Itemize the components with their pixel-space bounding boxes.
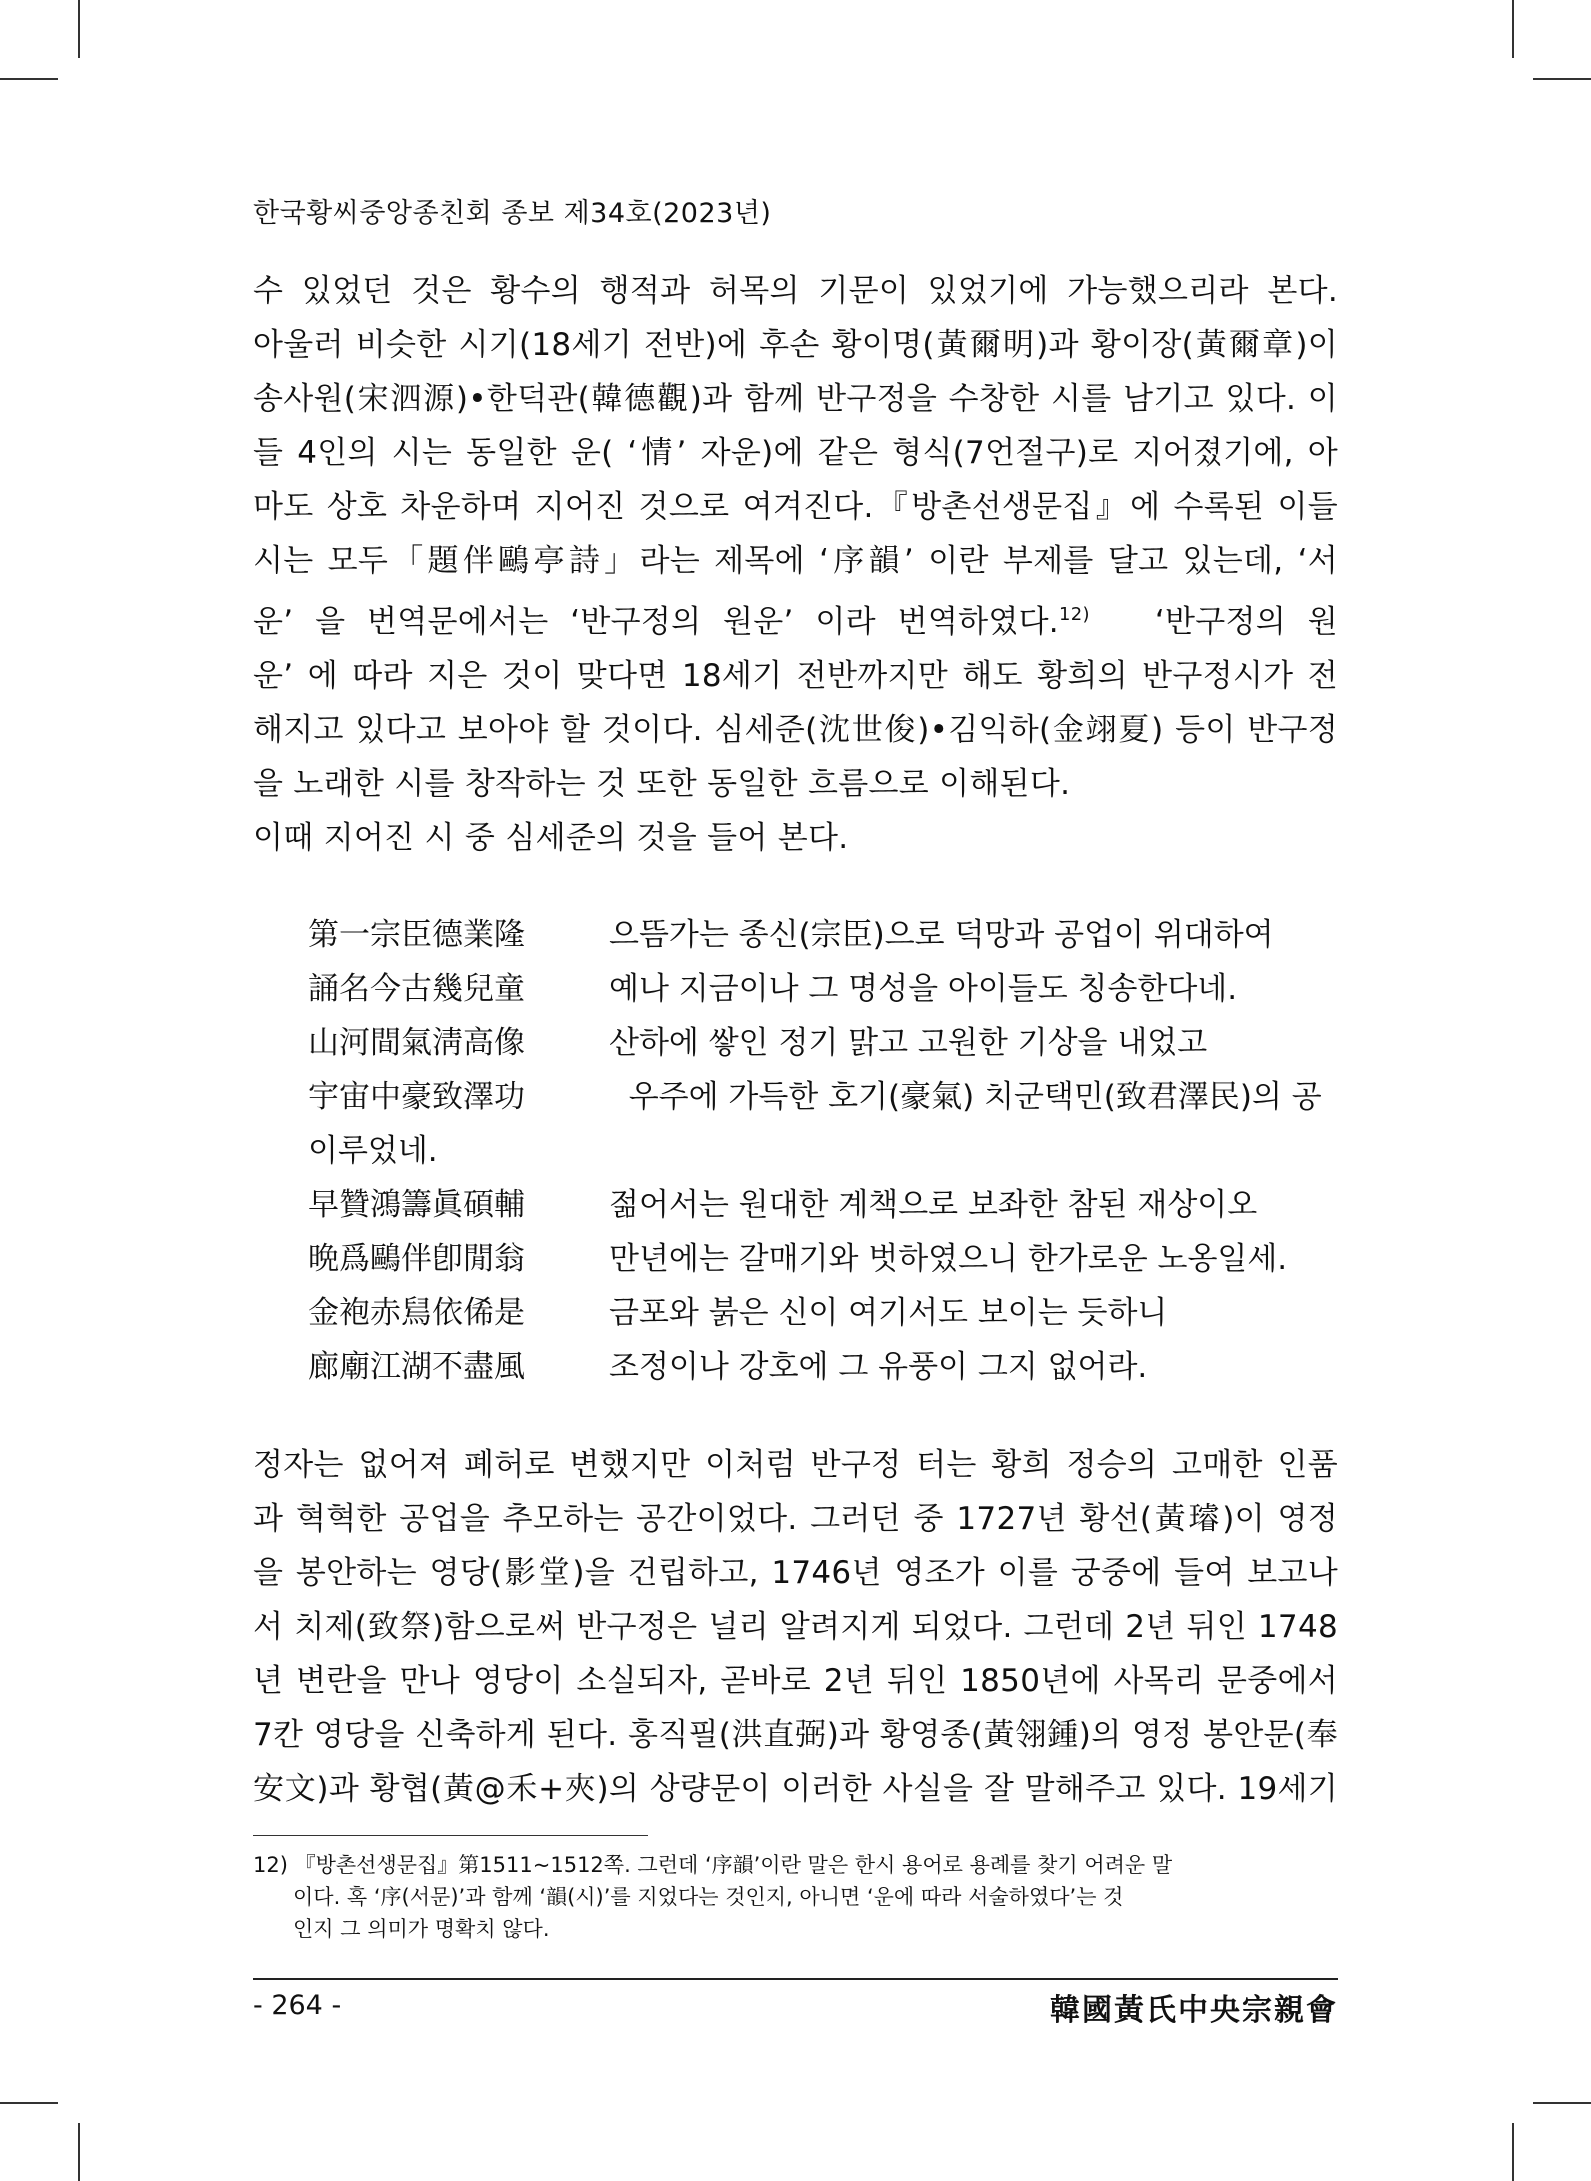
poem-korean: 으뜸가는 종신(宗臣)으로 덕망과 공업이 위대하여 <box>609 917 1274 953</box>
body-line: 마도 상호 차운하며 지어진 것으로 여겨진다.『방촌선생문집』에 수록된 이들 <box>253 489 1338 525</box>
crop-mark <box>78 2123 80 2181</box>
body-line-with-footnote <box>253 588 1338 649</box>
body-line: 을 노래한 시를 창작하는 것 또한 동일한 흐름으로 이해된다. <box>253 766 1071 802</box>
body-line: 해지고 있다고 보아야 할 것이다. 심세준(沈世俊)•김익하(金翊夏) 등이 반구정 <box>253 712 1338 748</box>
poem-continuation: 이루었네. <box>308 1133 438 1169</box>
body-line: 정자는 없어져 폐허로 변했지만 이처럼 반구정 터는 황희 정승의 고매한 인품 <box>253 1447 1338 1483</box>
footer-divider <box>253 1978 1338 1980</box>
poem-row <box>308 1178 1357 1232</box>
crop-mark <box>0 78 58 80</box>
footnote-line: 이다. 혹 ‘序(서문)’과 함께 ‘韻(시)’를 지었다는 것인지, 아니면 ‘운에 따라 서술하였다’는 것 <box>293 1885 1124 1909</box>
poem-chinese: 第一宗臣德業隆 <box>308 917 525 953</box>
body-paragraph-2 <box>253 1438 1338 1816</box>
body-line: 시는 모두「題伴鷗亭詩」라는 제목에 ‘序韻’ 이란 부제를 달고 있는데, ‘서 <box>253 543 1338 579</box>
crop-mark <box>1512 0 1514 58</box>
poem-korean: 예나 지금이나 그 명성을 아이들도 칭송한다네. <box>609 971 1238 1007</box>
poem-korean: 조정이나 강호에 그 유풍이 그지 없어라. <box>609 1349 1148 1385</box>
body-line: 송사원(宋泗源)•한덕관(韓德觀)과 함께 반구정을 수창한 시를 남기고 있다. 이 <box>253 381 1338 417</box>
body-line: 아울러 비슷한 시기(18세기 전반)에 후손 황이명(黃爾明)과 황이장(黃爾章)이 <box>253 327 1338 363</box>
poem-row <box>308 1286 1357 1340</box>
body-line: 安文)과 황협(黃@禾+夾)의 상량문이 이러한 사실을 잘 말해주고 있다. 19세기 <box>253 1771 1338 1807</box>
body-line-tail: ‘반구정의 원 <box>1154 604 1338 640</box>
poem-chinese: 金袍赤舃依俙是 <box>308 1295 525 1331</box>
body-line: 들 4인의 시는 동일한 운( ‘情’ 자운)에 같은 형식(7언절구)로 지어졌기에, 아 <box>253 435 1338 471</box>
body-line: 서 치제(致祭)함으로써 반구정은 널리 알려지게 되었다. 그런데 2년 뒤인 1748 <box>253 1609 1338 1645</box>
poem-row <box>308 1232 1357 1286</box>
poem-chinese: 山河間氣淸高像 <box>308 1025 525 1061</box>
footnote <box>253 1849 1338 1945</box>
poem-row <box>308 962 1357 1016</box>
poem-row <box>308 1070 1357 1124</box>
poem-chinese: 宇宙中豪致澤功 <box>308 1079 525 1115</box>
crop-mark <box>1512 2123 1514 2181</box>
body-line-text: 운’ 을 번역문에서는 ‘반구정의 원운’ 이라 번역하였다. <box>253 604 1059 640</box>
crop-mark <box>78 0 80 58</box>
body-line: 운’ 에 따라 지은 것이 맞다면 18세기 전반까지만 해도 황희의 반구정시가 전 <box>253 658 1338 694</box>
poem-chinese: 廊廟江湖不盡風 <box>308 1349 525 1385</box>
body-line: 7칸 영당을 신축하게 된다. 홍직필(洪直弼)과 황영종(黃翎鍾)의 영정 봉안문(奉 <box>253 1717 1338 1753</box>
body-line: 수 있었던 것은 황수의 행적과 허목의 기문이 있었기에 가능했으리라 본다. <box>253 273 1338 309</box>
poem-korean: 만년에는 갈매기와 벗하였으니 한가로운 노옹일세. <box>609 1241 1288 1277</box>
poem-row <box>308 1340 1357 1394</box>
poem-chinese: 早贊鴻籌眞碩輔 <box>308 1187 525 1223</box>
poem-row <box>308 1124 1357 1178</box>
poem-chinese: 誦名今古幾兒童 <box>308 971 525 1007</box>
crop-mark <box>1533 78 1591 80</box>
poem-korean: 산하에 쌓인 정기 맑고 고원한 기상을 내었고 <box>609 1025 1208 1061</box>
body-line: 년 변란을 만나 영당이 소실되자, 곧바로 2년 뒤인 1850년에 사목리 문중에서 <box>253 1663 1338 1699</box>
poem-korean: 젊어서는 원대한 계책으로 보좌한 참된 재상이오 <box>609 1187 1258 1223</box>
poem-korean <box>609 1124 1357 1178</box>
body-paragraph-1 <box>253 264 1338 865</box>
running-header: 한국황씨중앙종친회 종보 제34호(2023년) <box>253 198 772 229</box>
poem-block <box>308 908 1357 1394</box>
poem-korean: 우주에 가득한 호기(豪氣) 치군택민(致君澤民)의 공 <box>609 1079 1322 1115</box>
poem-row <box>308 1016 1357 1070</box>
footnote-ref[interactable]: 12) <box>1058 604 1090 625</box>
body-line: 과 혁혁한 공업을 추모하는 공간이었다. 그러던 중 1727년 황선(黃璿)이 영정 <box>253 1501 1338 1537</box>
poem-row <box>308 908 1357 962</box>
crop-mark <box>1533 2102 1591 2104</box>
body-line: 이때 지어진 시 중 심세준의 것을 들어 본다. <box>253 820 849 856</box>
organization-logo: 韓國黃氏中央宗親會 <box>1050 1993 1338 2028</box>
page-number: - 264 - <box>253 1990 342 2021</box>
crop-mark <box>0 2102 58 2104</box>
footnote-divider <box>253 1835 648 1836</box>
poem-korean: 금포와 붉은 신이 여기서도 보이는 듯하니 <box>609 1295 1168 1331</box>
poem-chinese: 晩爲鷗伴卽閒翁 <box>308 1241 525 1277</box>
footnote-line: 인지 그 의미가 명확치 않다. <box>293 1917 550 1941</box>
footnote-line: 12) 『방촌선생문집』第1511~1512쪽. 그런데 ‘序韻’이란 말은 한시 용어로 용례를 찾기 어려운 말 <box>253 1853 1173 1877</box>
body-line: 을 봉안하는 영당(影堂)을 건립하고, 1746년 영조가 이를 궁중에 들여 보고나 <box>253 1555 1338 1591</box>
